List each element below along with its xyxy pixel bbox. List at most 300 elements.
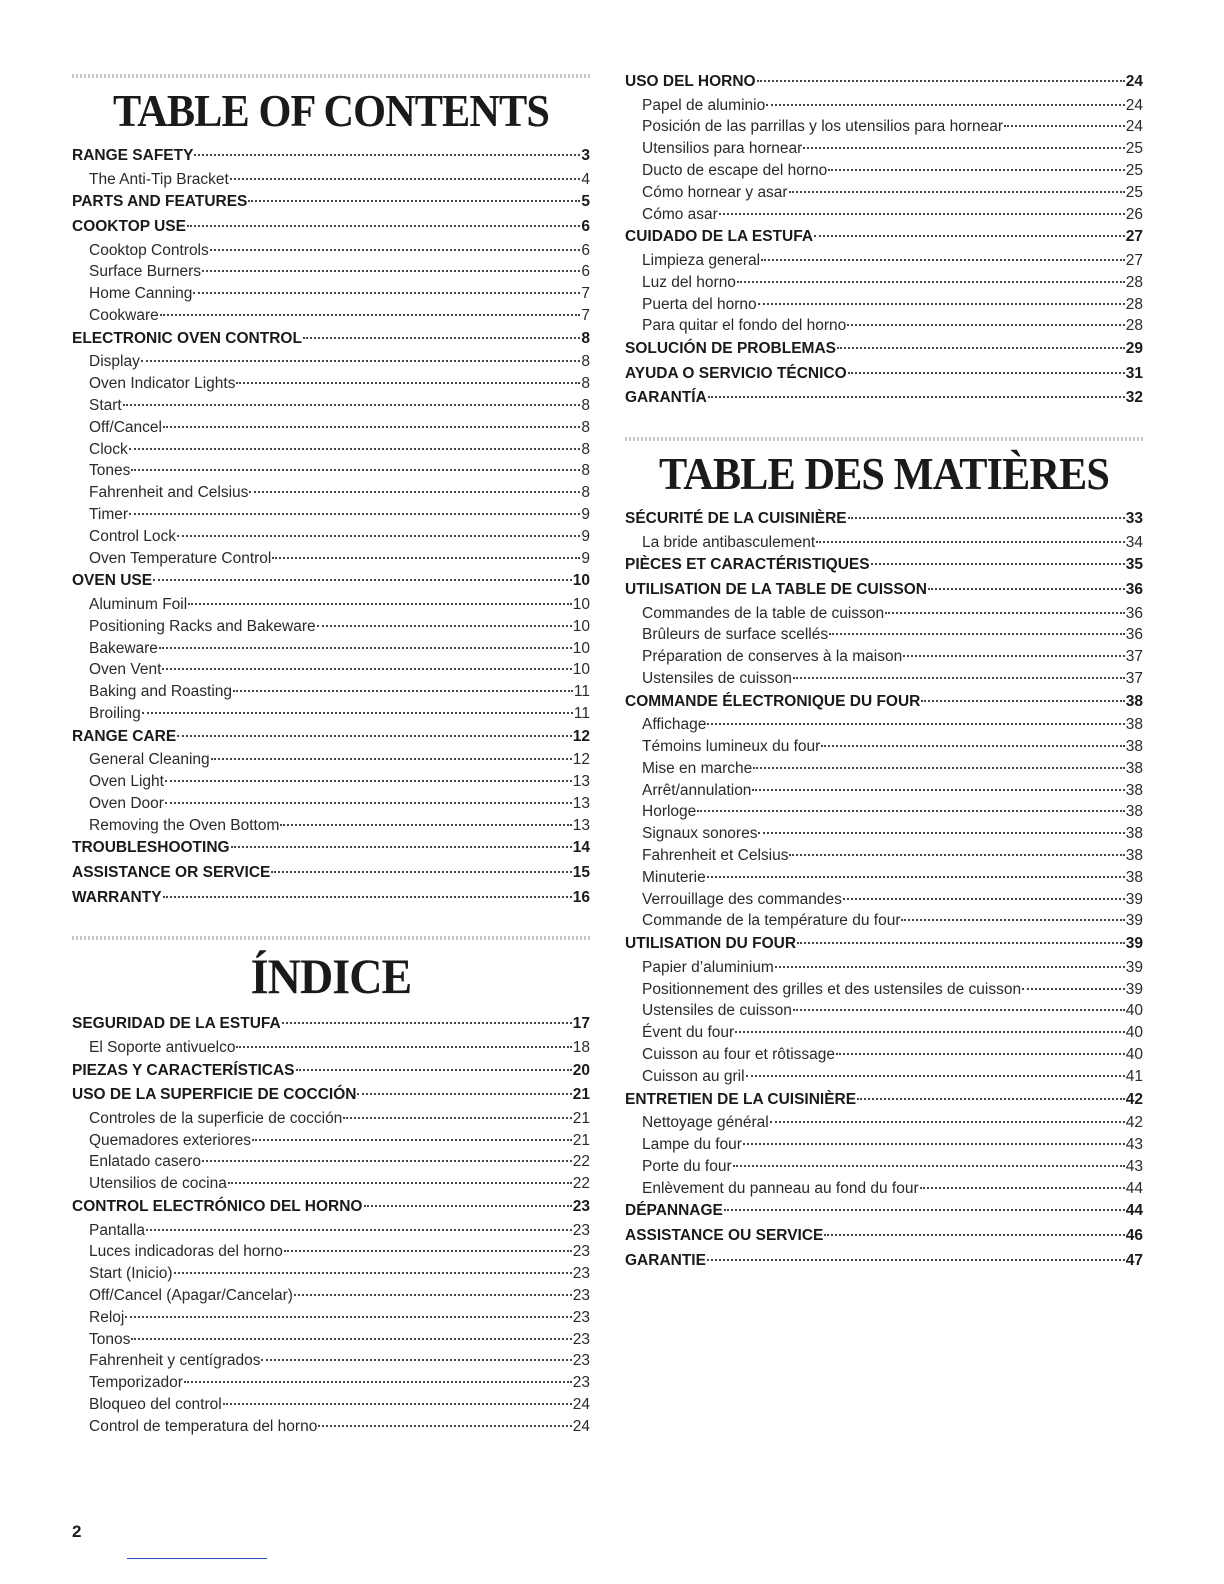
toc-entry-label: Bakeware bbox=[89, 639, 158, 657]
toc-entry-label: Utensilios de cocina bbox=[89, 1175, 227, 1193]
toc-entry-page: 8 bbox=[581, 396, 590, 414]
toc-entry-label: Luces indicadoras del horno bbox=[89, 1243, 283, 1261]
toc-subsection-entry bbox=[72, 1108, 590, 1130]
toc-entry-label: Mise en marche bbox=[642, 759, 753, 777]
toc-entry-label: Posición de las parrillas y los utensilios para hornear bbox=[642, 118, 1003, 136]
dot-leader bbox=[789, 191, 1125, 193]
toc-subsection-entry bbox=[72, 1350, 590, 1372]
dot-leader bbox=[210, 249, 581, 251]
dot-leader bbox=[236, 1046, 571, 1048]
toc-entry-label: Cómo asar bbox=[642, 205, 718, 223]
dot-leader bbox=[343, 1117, 571, 1119]
toc-entry-label: Positionnement des grilles et des ustensiles de cuisson bbox=[642, 980, 1022, 998]
toc-subsection-entry bbox=[625, 294, 1143, 316]
toc-entry-label: Surface Burners bbox=[89, 263, 201, 281]
toc-entry-label: Commandes de la table de cuisson bbox=[642, 604, 885, 622]
dot-leader bbox=[707, 876, 1125, 878]
toc-entry-label: PIEZAS Y CARACTERÍSTICAS bbox=[72, 1061, 295, 1079]
toc-subsection-entry bbox=[625, 758, 1143, 780]
dot-leader bbox=[735, 1031, 1125, 1033]
toc-en-heading: TABLE OF CONTENTS bbox=[113, 85, 549, 136]
toc-entry-page: 23 bbox=[572, 1243, 590, 1261]
toc-section-entry bbox=[72, 327, 590, 352]
dot-leader bbox=[129, 513, 580, 515]
dot-leader bbox=[1022, 988, 1125, 990]
dot-leader bbox=[160, 314, 581, 316]
toc-subsection-entry bbox=[625, 1112, 1143, 1134]
toc-entry-label: Clock bbox=[89, 440, 128, 458]
toc-entry-label: Tonos bbox=[89, 1330, 131, 1348]
toc-entry-page: 38 bbox=[1125, 825, 1143, 843]
dot-leader bbox=[803, 147, 1124, 149]
toc-entry-label: TROUBLESHOOTING bbox=[72, 839, 230, 857]
toc-entry-page: 25 bbox=[1125, 183, 1143, 201]
dot-leader bbox=[271, 871, 571, 873]
toc-entry-page: 40 bbox=[1125, 1046, 1143, 1064]
toc-entry-page: 14 bbox=[572, 839, 590, 857]
toc-entry-page: 7 bbox=[581, 306, 590, 324]
toc-entry-label: Para quitar el fondo del horno bbox=[642, 317, 847, 335]
toc-entry-page: 44 bbox=[1125, 1179, 1143, 1197]
dot-leader bbox=[837, 347, 1125, 349]
toc-section-entry bbox=[625, 553, 1143, 578]
toc-entry-label: DÉPANNAGE bbox=[625, 1202, 723, 1220]
dot-leader bbox=[733, 1165, 1125, 1167]
toc-entry-page: 39 bbox=[1125, 958, 1143, 976]
toc-subsection-entry bbox=[72, 1241, 590, 1263]
toc-subsection-entry bbox=[72, 526, 590, 548]
toc-entry-label: WARRANTY bbox=[72, 888, 162, 906]
dot-leader bbox=[921, 700, 1124, 702]
toc-entry-page: 40 bbox=[1125, 1002, 1143, 1020]
toc-entry-page: 5 bbox=[581, 193, 590, 211]
toc-subsection-entry bbox=[72, 749, 590, 771]
toc-entry-page: 9 bbox=[581, 549, 590, 567]
toc-subsection-entry bbox=[625, 1022, 1143, 1044]
dot-leader bbox=[294, 1294, 572, 1296]
toc-entry-label: Oven Temperature Control bbox=[89, 549, 272, 567]
toc-entry-page: 8 bbox=[581, 329, 590, 347]
dot-leader bbox=[885, 612, 1125, 614]
dot-leader bbox=[824, 1234, 1124, 1236]
dot-leader bbox=[131, 1338, 571, 1340]
toc-entry-label: Quemadores exteriores bbox=[89, 1131, 251, 1149]
toc-entry-label: Positioning Racks and Bakeware bbox=[89, 617, 316, 635]
dot-leader bbox=[836, 1053, 1125, 1055]
toc-subsection-entry bbox=[72, 305, 590, 327]
toc-entry-label: La bride antibasculement bbox=[642, 533, 816, 551]
dot-leader bbox=[249, 491, 580, 493]
toc-subsection-entry bbox=[625, 823, 1143, 845]
dot-leader bbox=[174, 1272, 572, 1274]
toc-entry-label: Pantalla bbox=[89, 1221, 146, 1239]
toc-entry-label: USO DE LA SUPERFICIE DE COCCIÓN bbox=[72, 1086, 357, 1104]
toc-entry-page: 10 bbox=[572, 595, 590, 613]
toc-entry-page: 36 bbox=[1125, 604, 1143, 622]
toc-entry-label: Ustensiles de cuisson bbox=[642, 669, 792, 687]
dot-leader bbox=[123, 404, 581, 406]
toc-subsection-entry bbox=[625, 1178, 1143, 1200]
toc-entry-label: Controles de la superficie de cocción bbox=[89, 1109, 343, 1127]
toc-entry-page: 23 bbox=[572, 1198, 590, 1216]
toc-entry-page: 32 bbox=[1125, 389, 1143, 407]
dot-leader bbox=[131, 469, 580, 471]
toc-entry-page: 40 bbox=[1125, 1024, 1143, 1042]
toc-entry-label: ELECTRONIC OVEN CONTROL bbox=[72, 329, 302, 347]
dot-leader bbox=[364, 1205, 572, 1207]
toc-subsection-entry bbox=[72, 594, 590, 616]
toc-subsection-entry bbox=[72, 1151, 590, 1173]
dot-leader bbox=[177, 535, 580, 537]
toc-entry-label: OVEN USE bbox=[72, 572, 153, 590]
toc-entry-page: 44 bbox=[1125, 1202, 1143, 1220]
footer-line bbox=[127, 1558, 267, 1559]
toc-subsection-entry bbox=[72, 351, 590, 373]
toc-entry-label: GARANTIE bbox=[625, 1251, 706, 1269]
divider bbox=[72, 74, 590, 78]
toc-section-entry bbox=[625, 225, 1143, 250]
toc-entry-page: 42 bbox=[1125, 1114, 1143, 1132]
dot-leader bbox=[280, 824, 571, 826]
toc-entry-page: 27 bbox=[1125, 228, 1143, 246]
toc-entry-page: 24 bbox=[1125, 118, 1143, 136]
toc-entry-page: 10 bbox=[572, 661, 590, 679]
toc-entry-label: Luz del horno bbox=[642, 273, 736, 291]
toc-entry-page: 12 bbox=[572, 727, 590, 745]
dot-leader bbox=[230, 178, 581, 180]
dot-leader bbox=[236, 382, 580, 384]
toc-subsection-entry bbox=[72, 283, 590, 305]
toc-entry-page: 21 bbox=[572, 1109, 590, 1127]
toc-entry-label: The Anti-Tip Bracket bbox=[89, 170, 229, 188]
toc-entry-label: Affichage bbox=[642, 716, 707, 734]
toc-section-entry bbox=[625, 1249, 1143, 1274]
toc-entry-label: Enlatado casero bbox=[89, 1153, 202, 1171]
toc-section-entry bbox=[625, 507, 1143, 532]
toc-entry-page: 7 bbox=[581, 285, 590, 303]
dot-leader bbox=[752, 789, 1124, 791]
dot-leader bbox=[282, 1022, 572, 1024]
toc-entry-page: 23 bbox=[572, 1265, 590, 1283]
toc-entry-label: Fahrenheit et Celsius bbox=[642, 847, 789, 865]
toc-entry-label: Nettoyage général bbox=[642, 1114, 769, 1132]
dot-leader bbox=[165, 780, 572, 782]
dot-leader bbox=[202, 270, 580, 272]
toc-entry-label: Ustensiles de cuisson bbox=[642, 1002, 792, 1020]
dot-leader bbox=[296, 1069, 572, 1071]
toc-es-heading: ÍNDICE bbox=[250, 948, 412, 1005]
dot-leader bbox=[146, 1229, 572, 1231]
dot-leader bbox=[261, 1359, 571, 1361]
dot-leader bbox=[814, 235, 1125, 237]
dot-leader bbox=[821, 745, 1124, 747]
toc-section-entry bbox=[72, 725, 590, 750]
toc-subsection-entry bbox=[625, 801, 1143, 823]
dot-leader bbox=[317, 625, 572, 627]
toc-subsection-entry bbox=[625, 272, 1143, 294]
toc-subsection-entry bbox=[625, 1134, 1143, 1156]
toc-section-entry bbox=[72, 1083, 590, 1108]
toc-entry-label: Off/Cancel bbox=[89, 418, 162, 436]
toc-entry-label: Aluminum Foil bbox=[89, 595, 188, 613]
toc-fr-heading: TABLE DES MATIÈRES bbox=[659, 447, 1109, 499]
toc-subsection-entry bbox=[625, 204, 1143, 226]
dot-leader bbox=[724, 1209, 1125, 1211]
dot-leader bbox=[233, 690, 573, 692]
toc-entry-label: Cuisson au gril bbox=[642, 1067, 745, 1085]
toc-entry-label: Start bbox=[89, 396, 122, 414]
toc-entry-label: Limpieza general bbox=[642, 251, 761, 269]
dot-leader bbox=[707, 1259, 1125, 1261]
dot-leader bbox=[746, 1075, 1125, 1077]
toc-entry-page: 9 bbox=[581, 527, 590, 545]
dot-leader bbox=[743, 1143, 1125, 1145]
dot-leader bbox=[231, 846, 572, 848]
toc-entry-page: 4 bbox=[581, 170, 590, 188]
dot-leader bbox=[920, 1187, 1125, 1189]
toc-subsection-entry bbox=[625, 250, 1143, 272]
toc-entry-page: 36 bbox=[1125, 626, 1143, 644]
dot-leader bbox=[829, 633, 1125, 635]
toc-entry-page: 17 bbox=[572, 1015, 590, 1033]
toc-entry-label: Brûleurs de surface scellés bbox=[642, 626, 829, 644]
toc-es-list-part1 bbox=[72, 1012, 590, 1437]
toc-entry-label: Oven Light bbox=[89, 773, 164, 791]
toc-subsection-entry bbox=[625, 1044, 1143, 1066]
dot-leader bbox=[188, 603, 572, 605]
toc-section-entry bbox=[72, 215, 590, 240]
toc-subsection-entry bbox=[72, 1307, 590, 1329]
divider bbox=[625, 437, 1143, 441]
dot-leader bbox=[816, 541, 1125, 543]
dot-leader bbox=[793, 1009, 1125, 1011]
toc-entry-page: 9 bbox=[581, 505, 590, 523]
toc-entry-page: 25 bbox=[1125, 140, 1143, 158]
toc-entry-label: COOKTOP USE bbox=[72, 217, 186, 235]
toc-entry-page: 8 bbox=[581, 375, 590, 393]
toc-entry-page: 39 bbox=[1125, 912, 1143, 930]
toc-entry-page: 11 bbox=[573, 683, 590, 701]
toc-entry-page: 47 bbox=[1125, 1251, 1143, 1269]
dot-leader bbox=[162, 668, 571, 670]
toc-entry-page: 38 bbox=[1125, 868, 1143, 886]
toc-subsection-entry bbox=[625, 95, 1143, 117]
toc-section-entry bbox=[72, 144, 590, 169]
toc-en-list bbox=[72, 144, 590, 910]
toc-entry-page: 25 bbox=[1125, 161, 1143, 179]
toc-entry-page: 43 bbox=[1125, 1157, 1143, 1175]
toc-fr-list bbox=[625, 507, 1143, 1273]
toc-subsection-entry bbox=[625, 603, 1143, 625]
toc-entry-label: Minuterie bbox=[642, 868, 706, 886]
toc-entry-page: 23 bbox=[572, 1330, 590, 1348]
dot-leader bbox=[770, 1121, 1125, 1123]
dot-leader bbox=[707, 723, 1124, 725]
toc-entry-label: Témoins lumineux du four bbox=[642, 738, 821, 756]
toc-section-entry bbox=[72, 1012, 590, 1037]
toc-subsection-entry bbox=[625, 1066, 1143, 1088]
toc-section-entry bbox=[72, 836, 590, 861]
toc-subsection-entry bbox=[72, 1173, 590, 1195]
toc-entry-page: 18 bbox=[572, 1038, 590, 1056]
toc-entry-page: 23 bbox=[572, 1308, 590, 1326]
dot-leader bbox=[928, 588, 1125, 590]
toc-subsection-entry bbox=[72, 681, 590, 703]
toc-entry-label: Porte du four bbox=[642, 1157, 732, 1175]
toc-es-list-part2 bbox=[625, 70, 1143, 411]
divider bbox=[72, 936, 590, 940]
toc-entry-page: 38 bbox=[1125, 759, 1143, 777]
toc-subsection-entry bbox=[72, 1220, 590, 1242]
toc-entry-page: 12 bbox=[572, 751, 590, 769]
toc-entry-label: AYUDA O SERVICIO TÉCNICO bbox=[625, 364, 847, 382]
toc-entry-label: Display bbox=[89, 353, 140, 371]
toc-subsection-entry bbox=[72, 1130, 590, 1152]
toc-subsection-entry bbox=[625, 867, 1143, 889]
dot-leader bbox=[153, 579, 572, 581]
toc-entry-page: 27 bbox=[1125, 251, 1143, 269]
toc-section-entry bbox=[625, 932, 1143, 957]
toc-entry-label: Tones bbox=[89, 462, 131, 480]
dot-leader bbox=[284, 1250, 572, 1252]
toc-subsection-entry bbox=[72, 417, 590, 439]
dot-leader bbox=[871, 563, 1125, 565]
toc-entry-page: 8 bbox=[581, 418, 590, 436]
toc-entry-page: 10 bbox=[572, 572, 590, 590]
toc-entry-page: 41 bbox=[1125, 1067, 1143, 1085]
toc-entry-label: Reloj bbox=[89, 1308, 125, 1326]
toc-entry-page: 23 bbox=[572, 1352, 590, 1370]
toc-subsection-entry bbox=[72, 460, 590, 482]
toc-entry-page: 20 bbox=[572, 1061, 590, 1079]
toc-subsection-entry bbox=[72, 1416, 590, 1438]
toc-entry-page: 11 bbox=[573, 704, 590, 722]
toc-entry-label: Oven Indicator Lights bbox=[89, 375, 236, 393]
toc-entry-page: 13 bbox=[572, 794, 590, 812]
toc-section-entry bbox=[625, 386, 1143, 411]
toc-entry-label: ASSISTANCE OR SERVICE bbox=[72, 864, 271, 882]
toc-subsection-entry bbox=[72, 1263, 590, 1285]
toc-subsection-entry bbox=[72, 373, 590, 395]
dot-leader bbox=[843, 898, 1125, 900]
toc-entry-label: Utensilios para hornear bbox=[642, 140, 803, 158]
toc-entry-page: 31 bbox=[1125, 364, 1143, 382]
dot-leader bbox=[757, 80, 1125, 82]
toc-section-entry bbox=[72, 1195, 590, 1220]
toc-entry-label: ENTRETIEN DE LA CUISINIÈRE bbox=[625, 1090, 857, 1108]
dot-leader bbox=[753, 767, 1124, 769]
toc-subsection-entry bbox=[625, 138, 1143, 160]
page-number: 2 bbox=[72, 1522, 82, 1541]
toc-entry-label: Papel de aluminio bbox=[642, 96, 766, 114]
toc-subsection-entry bbox=[625, 1000, 1143, 1022]
dot-leader bbox=[125, 1316, 571, 1318]
toc-entry-label: CUIDADO DE LA ESTUFA bbox=[625, 228, 814, 246]
toc-subsection-entry bbox=[72, 616, 590, 638]
toc-entry-label: Cooktop Controls bbox=[89, 241, 209, 259]
toc-subsection-entry bbox=[625, 315, 1143, 337]
toc-subsection-entry bbox=[625, 889, 1143, 911]
dot-leader bbox=[857, 1098, 1125, 1100]
toc-subsection-entry bbox=[72, 395, 590, 417]
dot-leader bbox=[272, 557, 580, 559]
toc-entry-label: SEGURIDAD DE LA ESTUFA bbox=[72, 1015, 281, 1033]
toc-entry-label: GARANTÍA bbox=[625, 389, 707, 407]
toc-entry-label: SÉCURITÉ DE LA CUISINIÈRE bbox=[625, 509, 847, 527]
toc-subsection-entry bbox=[625, 532, 1143, 554]
toc-subsection-entry bbox=[625, 780, 1143, 802]
dot-leader bbox=[223, 1403, 572, 1405]
dot-leader bbox=[252, 1139, 572, 1141]
toc-subsection-entry bbox=[72, 638, 590, 660]
toc-entry-page: 38 bbox=[1125, 847, 1143, 865]
toc-entry-label: El Soporte antivuelco bbox=[89, 1038, 236, 1056]
toc-entry-page: 15 bbox=[572, 864, 590, 882]
toc-entry-label: Puerta del horno bbox=[642, 295, 757, 313]
dot-leader bbox=[187, 225, 580, 227]
toc-entry-page: 29 bbox=[1125, 340, 1143, 358]
toc-subsection-entry bbox=[625, 979, 1143, 1001]
dot-leader bbox=[719, 213, 1125, 215]
toc-subsection-entry bbox=[625, 624, 1143, 646]
toc-entry-label: Removing the Oven Bottom bbox=[89, 816, 280, 834]
toc-entry-label: UTILISATION DE LA TABLE DE CUISSON bbox=[625, 580, 927, 598]
toc-entry-page: 24 bbox=[1125, 73, 1143, 90]
dot-leader bbox=[141, 360, 581, 362]
toc-subsection-entry bbox=[72, 1372, 590, 1394]
toc-subsection-entry bbox=[72, 771, 590, 793]
toc-subsection-entry bbox=[72, 169, 590, 191]
toc-entry-page: 10 bbox=[572, 639, 590, 657]
toc-entry-label: Verrouillage des commandes bbox=[642, 890, 842, 908]
toc-entry-page: 46 bbox=[1125, 1227, 1143, 1245]
toc-entry-page: 8 bbox=[581, 484, 590, 502]
toc-entry-label: Enlèvement du panneau au fond du four bbox=[642, 1179, 919, 1197]
dot-leader bbox=[758, 303, 1125, 305]
toc-section-entry bbox=[625, 362, 1143, 387]
toc-entry-label: ASSISTANCE OU SERVICE bbox=[625, 1227, 824, 1245]
toc-subsection-entry bbox=[72, 439, 590, 461]
toc-subsection-entry bbox=[72, 659, 590, 681]
dot-leader bbox=[202, 1160, 572, 1162]
toc-entry-label: Oven Door bbox=[89, 794, 164, 812]
toc-entry-page: 28 bbox=[1125, 295, 1143, 313]
toc-section-entry bbox=[72, 886, 590, 911]
toc-entry-label: Baking and Roasting bbox=[89, 683, 233, 701]
toc-section-entry bbox=[625, 578, 1143, 603]
toc-entry-page: 21 bbox=[572, 1131, 590, 1149]
toc-entry-page: 3 bbox=[581, 147, 590, 164]
toc-subsection-entry bbox=[625, 1156, 1143, 1178]
toc-subsection-entry bbox=[72, 504, 590, 526]
toc-subsection-entry bbox=[72, 1037, 590, 1059]
dot-leader bbox=[163, 426, 580, 428]
toc-entry-label: Temporizador bbox=[89, 1374, 183, 1392]
toc-entry-label: Cookware bbox=[89, 306, 159, 324]
toc-subsection-entry bbox=[72, 1394, 590, 1416]
toc-entry-label: SOLUCIÓN DE PROBLEMAS bbox=[625, 340, 836, 358]
toc-section-entry bbox=[72, 569, 590, 594]
toc-entry-page: 26 bbox=[1125, 205, 1143, 223]
toc-entry-page: 34 bbox=[1125, 533, 1143, 551]
toc-entry-label: Fahrenheit and Celsius bbox=[89, 484, 249, 502]
dot-leader bbox=[848, 372, 1125, 374]
toc-entry-page: 36 bbox=[1125, 580, 1143, 598]
toc-entry-page: 38 bbox=[1125, 781, 1143, 799]
toc-entry-page: 24 bbox=[1125, 96, 1143, 114]
toc-section-entry bbox=[72, 1059, 590, 1084]
toc-entry-page: 39 bbox=[1125, 980, 1143, 998]
